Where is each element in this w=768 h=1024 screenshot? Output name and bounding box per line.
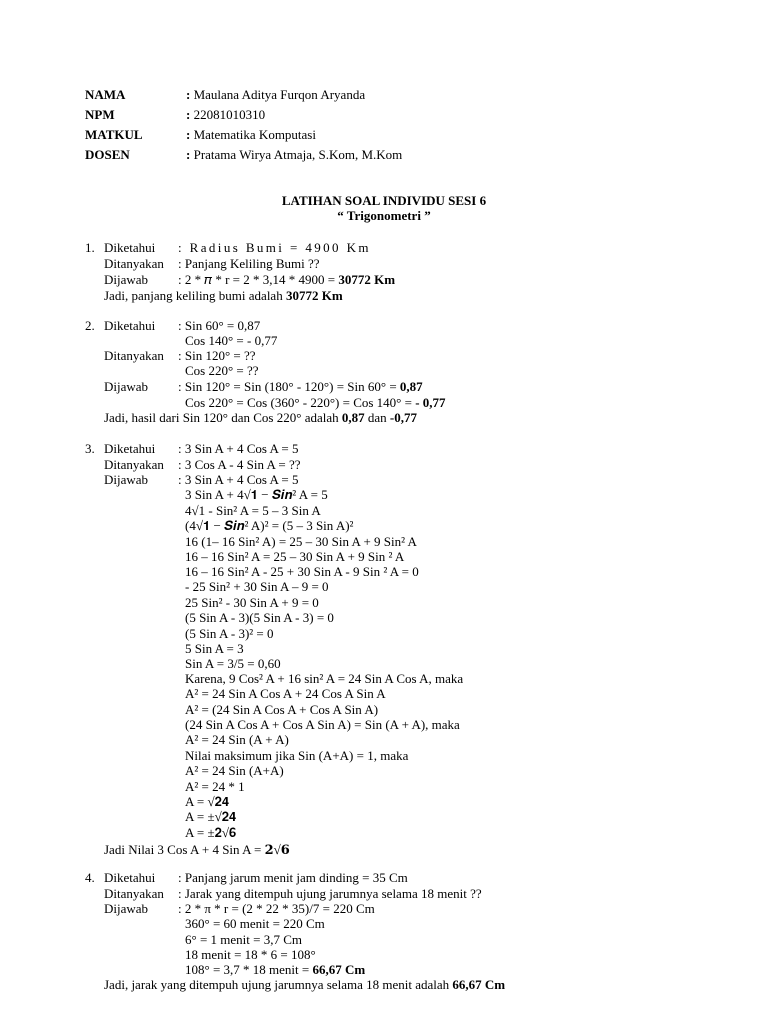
header-key-nama: NAMA xyxy=(85,87,126,102)
solution-step: A = ±√𝟐𝟒 xyxy=(185,809,237,824)
dijawab-value: : 3 Sin A + 4 Cos A = 5 xyxy=(178,472,299,487)
solution-step: A = ±𝟐√𝟔 xyxy=(185,825,237,840)
diketahui-value-2: Cos 140° = - 0,77 xyxy=(185,333,278,348)
ditanyakan-value: : Sin 120° = ?? xyxy=(178,348,256,363)
diketahui-label: Diketahui xyxy=(104,441,156,456)
solution-step: 16 (1– 16 Sin² A) = 25 – 30 Sin A + 9 Sin² A xyxy=(185,534,417,549)
diketahui-value: : Sin 60° = 0,87 xyxy=(178,318,261,333)
header-key-npm: NPM xyxy=(85,107,115,122)
solution-step: - 25 Sin² + 30 Sin A – 9 = 0 xyxy=(185,579,329,594)
solution-step: Karena, 9 Cos² A + 16 sin² A = 24 Sin A Cos A, maka xyxy=(185,671,464,686)
solution-step: (4√𝟏 − 𝑺𝒊𝒏² A)² = (5 – 3 Sin A)² xyxy=(185,518,354,533)
dijawab-value-2: Cos 220° = Cos (360° - 220°) = Cos 140° = - 0,77 xyxy=(185,395,446,410)
solution-step: Sin A = 3/5 = 0,60 xyxy=(185,656,281,671)
solution-step: (5 Sin A - 3)² = 0 xyxy=(185,626,274,641)
diketahui-value: : Panjang jarum menit jam dinding = 35 Cm xyxy=(178,870,408,885)
ditanyakan-value: : 3 Cos A - 4 Sin A = ?? xyxy=(178,457,301,472)
solution-step: A² = 24 Sin A Cos A + 24 Cos A Sin A xyxy=(185,686,386,701)
solution-step: 108° = 3,7 * 18 menit = 66,67 Cm xyxy=(185,962,366,977)
solution-step: Nilai maksimum jika Sin (A+A) = 1, maka xyxy=(185,748,409,763)
header-value-matkul: : Matematika Komputasi xyxy=(186,127,316,142)
solution-step: 16 – 16 Sin² A - 25 + 30 Sin A - 9 Sin ² A = 0 xyxy=(185,564,419,579)
solution-step: 4√1 - Sin² A = 5 – 3 Sin A xyxy=(185,503,321,518)
diketahui-label: Diketahui xyxy=(104,870,156,885)
solution-step: A² = 24 Sin (A+A) xyxy=(185,763,284,778)
solution-step: A² = 24 Sin (A + A) xyxy=(185,732,289,747)
dijawab-label: Dijawab xyxy=(104,472,149,487)
solution-step: (24 Sin A Cos A + Cos A Sin A) = Sin (A + A), maka xyxy=(185,717,460,732)
solution-step: 360° = 60 menit = 220 Cm xyxy=(185,916,325,931)
ditanyakan-label: Ditanyakan xyxy=(104,256,164,271)
conclusion: Jadi, panjang keliling bumi adalah 30772 Km xyxy=(104,288,343,303)
solution-step: 25 Sin² - 30 Sin A + 9 = 0 xyxy=(185,595,319,610)
solution-step: A² = (24 Sin A Cos A + Cos A Sin A) xyxy=(185,702,379,717)
solution-step: 5 Sin A = 3 xyxy=(185,641,244,656)
question-number: 3. xyxy=(85,441,95,456)
solution-step: 6° = 1 menit = 3,7 Cm xyxy=(185,932,302,947)
diketahui-label: Diketahui xyxy=(104,318,156,333)
solution-step: (5 Sin A - 3)(5 Sin A - 3) = 0 xyxy=(185,610,334,625)
diketahui-value: : Radius Bumi = 4900 Km xyxy=(178,240,371,255)
solution-step: A² = 24 * 1 xyxy=(185,779,245,794)
header-value-dosen: : Pratama Wirya Atmaja, S.Kom, M.Kom xyxy=(186,147,403,162)
question-number: 4. xyxy=(85,870,95,885)
question-number: 2. xyxy=(85,318,95,333)
header-key-matkul: MATKUL xyxy=(85,127,143,142)
dijawab-label: Dijawab xyxy=(104,379,149,394)
page-subtitle: “ Trigonometri ” xyxy=(337,208,431,223)
diketahui-value: : 3 Sin A + 4 Cos A = 5 xyxy=(178,441,299,456)
solution-step: A = √𝟐𝟒 xyxy=(185,794,230,809)
dijawab-value: : Sin 120° = Sin (180° - 120°) = Sin 60° = 0,87 xyxy=(178,379,423,394)
question-number: 1. xyxy=(85,240,95,255)
ditanyakan-label: Ditanyakan xyxy=(104,886,164,901)
solution-step: 16 – 16 Sin² A = 25 – 30 Sin A + 9 Sin ² A xyxy=(185,549,405,564)
dijawab-value: : 2 * 𝜋 * r = 2 * 3,14 * 4900 = 30772 Km xyxy=(178,272,396,287)
solution-step: 18 menit = 18 * 6 = 108° xyxy=(185,947,316,962)
dijawab-label: Dijawab xyxy=(104,272,149,287)
ditanyakan-value-2: Cos 220° = ?? xyxy=(185,363,259,378)
ditanyakan-label: Ditanyakan xyxy=(104,348,164,363)
ditanyakan-value: : Panjang Keliling Bumi ?? xyxy=(178,256,320,271)
dijawab-value: : 2 * π * r = (2 * 22 * 35)/7 = 220 Cm xyxy=(178,901,375,916)
conclusion: Jadi, hasil dari Sin 120° dan Cos 220° adalah 0,87 dan -0,77 xyxy=(104,410,417,425)
conclusion: Jadi Nilai 3 Cos A + 4 Sin A = 𝟐√𝟔 xyxy=(104,842,290,857)
ditanyakan-value: : Jarak yang ditempuh ujung jarumnya selama 18 menit ?? xyxy=(178,886,482,901)
solution-step: 3 Sin A + 4√𝟏 − 𝑺𝒊𝒏² A = 5 xyxy=(185,487,328,502)
header-value-npm: : 22081010310 xyxy=(186,107,266,122)
conclusion: Jadi, jarak yang ditempuh ujung jarumnya selama 18 menit adalah 66,67 Cm xyxy=(104,977,506,992)
diketahui-label: Diketahui xyxy=(104,240,156,255)
page-title: LATIHAN SOAL INDIVIDU SESI 6 xyxy=(281,193,487,208)
ditanyakan-label: Ditanyakan xyxy=(104,457,164,472)
dijawab-label: Dijawab xyxy=(104,901,149,916)
header-value-nama: : Maulana Aditya Furqon Aryanda xyxy=(186,87,366,102)
header-key-dosen: DOSEN xyxy=(85,147,130,162)
